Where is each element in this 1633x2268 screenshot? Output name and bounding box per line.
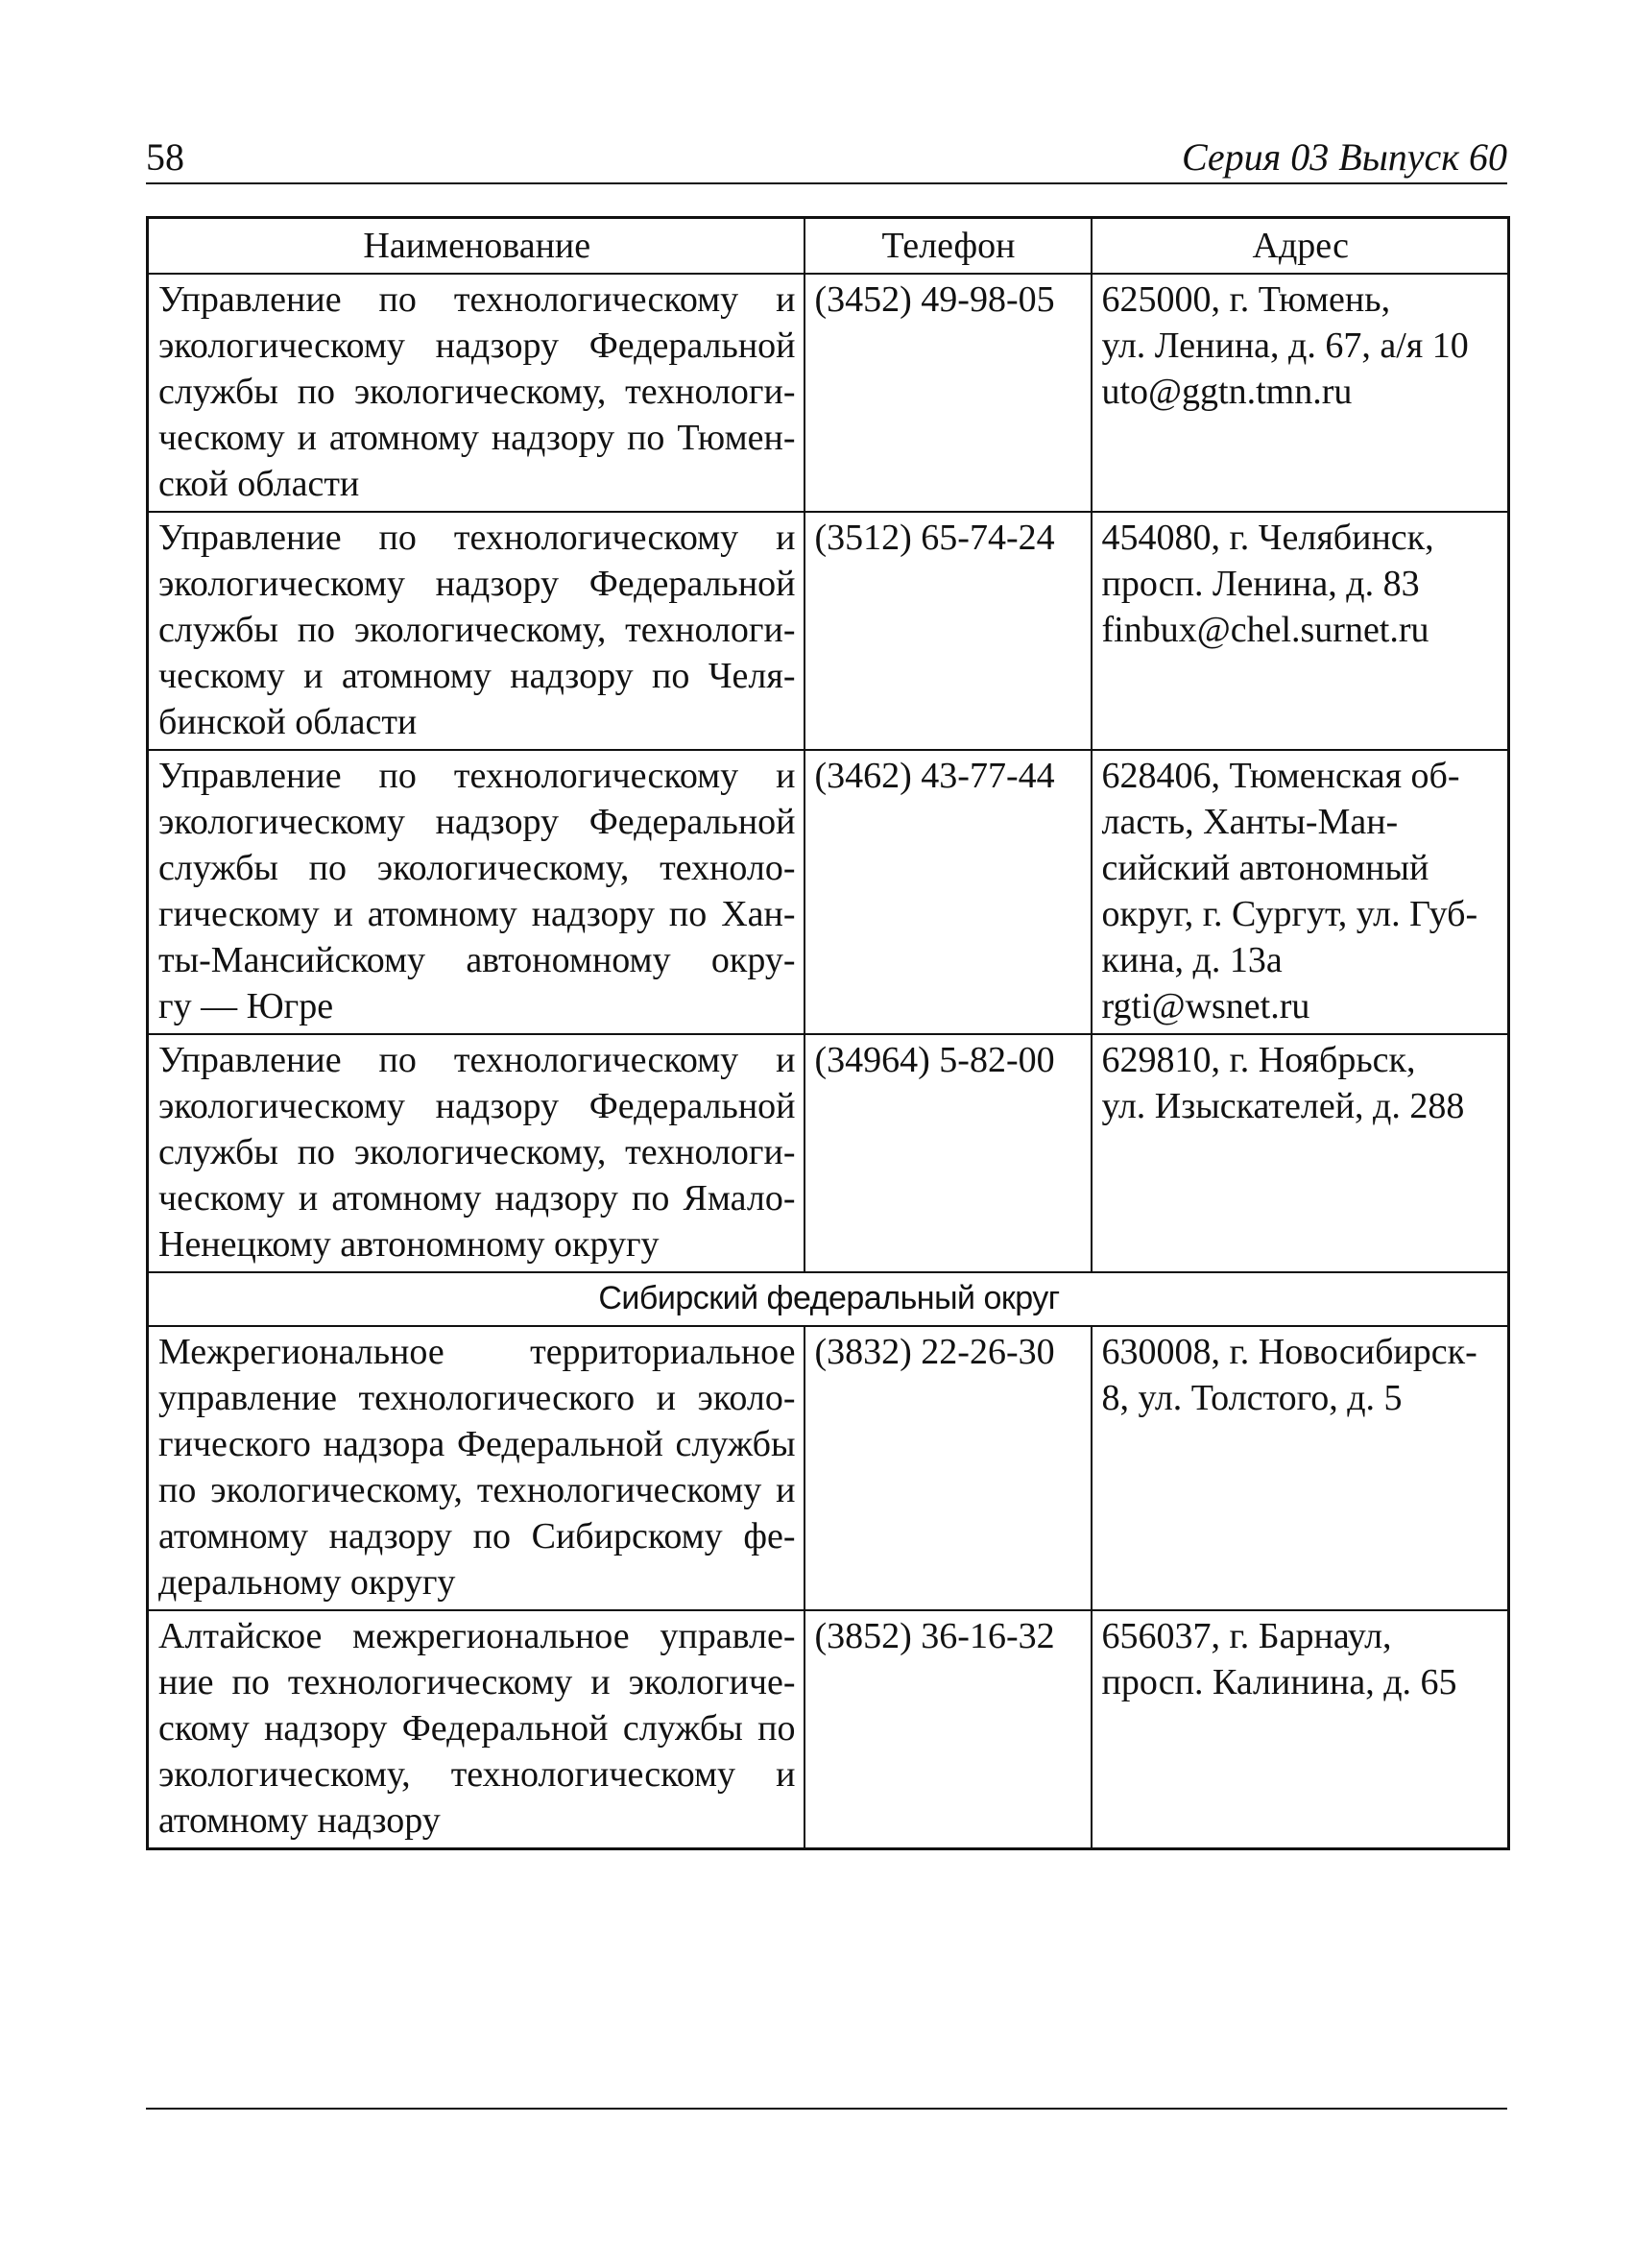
address-line: 656037, г. Барнаул,	[1101, 1616, 1392, 1656]
organization-name	[148, 274, 804, 512]
section-row	[148, 1272, 1509, 1326]
name-line: Управление по технологическому и	[158, 279, 796, 320]
address-line: сийский автономный	[1101, 848, 1429, 888]
name-line: гу — Югре	[158, 986, 334, 1026]
column-header-phone: Телефон	[804, 218, 1092, 275]
address-line: ласть, Ханты-Ман-	[1101, 802, 1399, 842]
name-line: деральному округу	[158, 1562, 456, 1603]
name-line: гическому и атомному надзору по Хан-	[158, 894, 796, 934]
name-line: атомному надзору по Сибирскому фе-	[158, 1516, 796, 1556]
organization-phone: (3852) 36-16-32	[804, 1610, 1092, 1849]
footer-rule	[146, 2108, 1507, 2110]
address-line: 630008, г. Новосибирск-	[1101, 1332, 1477, 1372]
name-line: экологическому надзору Федеральной	[158, 1086, 796, 1126]
organization-phone: (3452) 49-98-05	[804, 274, 1092, 512]
address-email: finbux@chel.surnet.ru	[1101, 610, 1429, 650]
name-line: атомному надзору	[158, 1800, 441, 1841]
organization-address	[1092, 1034, 1509, 1272]
series-title: Серия 03 Выпуск 60	[1181, 135, 1507, 179]
name-line: по экологическому, технологическому и	[158, 1470, 796, 1510]
organization-name	[148, 750, 804, 1034]
address-line: просп. Ленина, д. 83	[1101, 564, 1420, 604]
name-line: службы по экологическому, технологи-	[158, 610, 796, 650]
name-line: экологическому надзору Федеральной	[158, 326, 796, 366]
organization-name	[148, 1610, 804, 1849]
name-line: службы по экологическому, техноло-	[158, 848, 796, 888]
table-row	[148, 750, 1509, 1034]
address-email: uto@ggtn.tmn.ru	[1101, 372, 1353, 412]
organization-address	[1092, 750, 1509, 1034]
table-row	[148, 512, 1509, 750]
name-line: ние по технологическому и экологиче-	[158, 1662, 796, 1702]
organization-address	[1092, 512, 1509, 750]
address-line: ул. Ленина, д. 67, а/я 10	[1101, 326, 1469, 366]
organization-phone: (3462) 43-77-44	[804, 750, 1092, 1034]
name-line: скому надзору Федеральной службы по	[158, 1708, 796, 1749]
page-number: 58	[146, 135, 184, 179]
name-line: службы по экологическому, технологи-	[158, 1132, 796, 1172]
address-line: 625000, г. Тюмень,	[1101, 279, 1391, 320]
address-line: 454080, г. Челябинск,	[1101, 518, 1434, 558]
organization-name	[148, 512, 804, 750]
name-line: Управление по технологическому и	[158, 1040, 796, 1080]
organization-phone: (34964) 5-82-00	[804, 1034, 1092, 1272]
address-line: ул. Изыскателей, д. 288	[1101, 1086, 1465, 1126]
name-line: гического надзора Федеральной службы	[158, 1424, 796, 1464]
name-line: бинской области	[158, 702, 418, 742]
name-line: Межрегиональное территориальное	[158, 1332, 796, 1372]
page-header	[146, 133, 1507, 184]
address-line: 8, ул. Толстого, д. 5	[1101, 1378, 1403, 1418]
name-line: экологическому надзору Федеральной	[158, 802, 796, 842]
name-line: ческому и атомному надзору по Тюмен-	[158, 418, 796, 458]
table-row	[148, 274, 1509, 512]
address-line: 628406, Тюменская об-	[1101, 756, 1460, 796]
table-header-row	[148, 218, 1509, 275]
organization-address	[1092, 274, 1509, 512]
name-line: службы по экологическому, технологи-	[158, 372, 796, 412]
organization-name	[148, 1326, 804, 1610]
table-row	[148, 1326, 1509, 1610]
section-title: Сибирский федеральный округ	[148, 1272, 1509, 1326]
address-line: просп. Калинина, д. 65	[1101, 1662, 1457, 1702]
column-header-name: Наименование	[148, 218, 804, 275]
address-line: кина, д. 13а	[1101, 940, 1283, 980]
organization-address	[1092, 1326, 1509, 1610]
name-line: Алтайское межрегиональное управле-	[158, 1616, 796, 1656]
name-line: ческому и атомному надзору по Ямало-	[158, 1178, 796, 1218]
organization-name	[148, 1034, 804, 1272]
address-email: rgti@wsnet.ru	[1101, 986, 1310, 1026]
name-line: Управление по технологическому и	[158, 756, 796, 796]
name-line: ты-Мансийскому автономному окру-	[158, 940, 796, 980]
address-line: округ, г. Сургут, ул. Губ-	[1101, 894, 1478, 934]
organization-phone: (3512) 65-74-24	[804, 512, 1092, 750]
organization-address	[1092, 1610, 1509, 1849]
name-line: ческому и атомному надзору по Челя-	[158, 656, 796, 696]
address-line: 629810, г. Ноябрьск,	[1101, 1040, 1416, 1080]
organizations-table	[146, 216, 1510, 1850]
name-line: Управление по технологическому и	[158, 518, 796, 558]
organization-phone: (3832) 22-26-30	[804, 1326, 1092, 1610]
column-header-address: Адрес	[1092, 218, 1509, 275]
table-row	[148, 1034, 1509, 1272]
name-line: управление технологического и эколо-	[158, 1378, 796, 1418]
name-line: Ненецкому автономному округу	[158, 1224, 660, 1265]
table-row	[148, 1610, 1509, 1849]
name-line: ской области	[158, 464, 360, 504]
name-line: экологическому, технологическому и	[158, 1754, 796, 1795]
name-line: экологическому надзору Федеральной	[158, 564, 796, 604]
